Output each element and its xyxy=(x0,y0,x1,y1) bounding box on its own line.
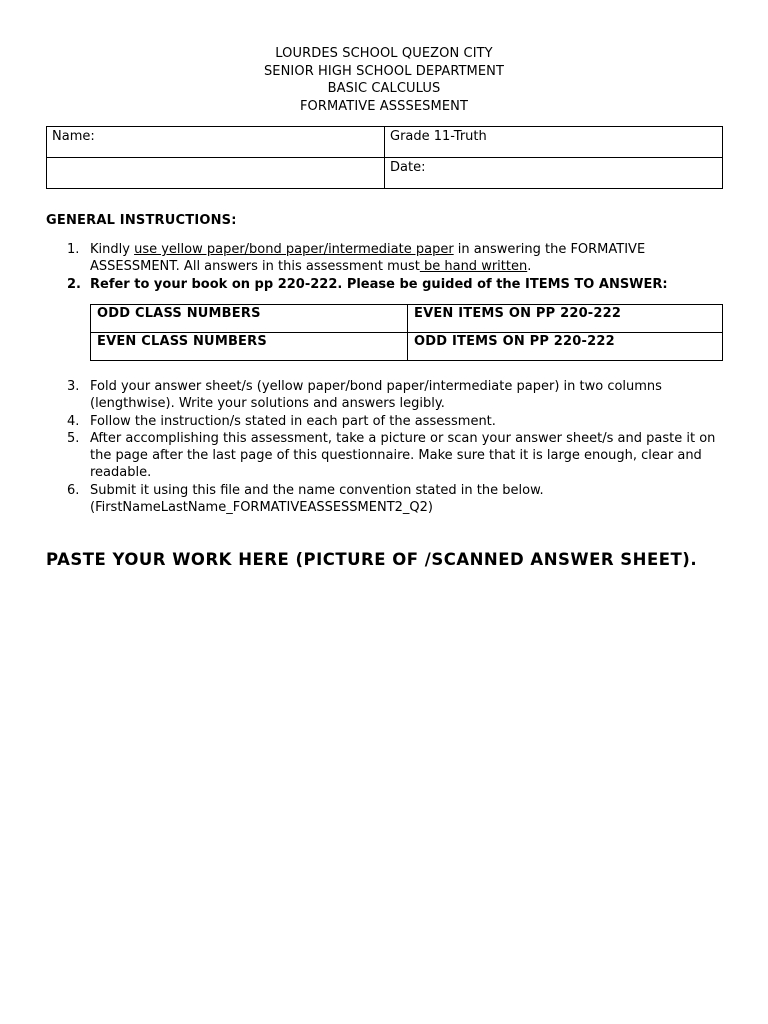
item-text: Follow the instruction/s stated in each part of the assessment. xyxy=(90,413,496,429)
instruction-item xyxy=(0,276,768,293)
class-row xyxy=(91,333,723,361)
class-items-cell: EVEN ITEMS ON PP 220-222 xyxy=(408,305,723,333)
item-text: Kindly xyxy=(90,242,135,257)
class-group-cell: ODD CLASS NUMBERS xyxy=(91,305,408,333)
paste-work-heading: PASTE YOUR WORK HERE (PICTURE OF /SCANNED ANSWER SHEET). xyxy=(46,550,698,569)
item-text: in answering the FORMATIVE ASSESSMENT. All answers in this assessment must xyxy=(90,242,646,275)
instruction-list-part2 xyxy=(0,378,768,516)
item-number: 3. xyxy=(67,379,80,394)
instructions-heading: GENERAL INSTRUCTIONS: xyxy=(46,213,237,228)
blank-cell[interactable] xyxy=(47,158,385,189)
class-items-cell: ODD ITEMS ON PP 220-222 xyxy=(408,333,723,361)
item-text: Fold your answer sheet/s (yellow paper/bond paper/intermediate paper) in two columns (lengthwise). Write your solutions and answers legibly. xyxy=(90,379,662,412)
name-cell[interactable]: Name: xyxy=(47,127,385,158)
underlined-text: use yellow paper/bond paper/intermediate paper xyxy=(134,242,454,257)
item-number: 4. xyxy=(67,413,80,429)
item-number: 2. xyxy=(67,276,81,292)
instruction-item xyxy=(0,413,768,430)
subject-name: BASIC CALCULUS xyxy=(327,81,441,96)
item-text: Refer to your book on pp 220-222. Please be guided of the ITEMS TO ANSWER: xyxy=(90,276,668,292)
item-number: 1. xyxy=(67,242,80,257)
grade-cell: Grade 11-Truth xyxy=(385,127,723,158)
instruction-item xyxy=(0,482,768,517)
instruction-item xyxy=(0,430,768,482)
underlined-text: be hand written xyxy=(419,259,528,275)
item-number: 5. xyxy=(67,430,80,446)
date-cell[interactable]: Date: xyxy=(385,158,723,189)
school-name: LOURDES SCHOOL QUEZON CITY xyxy=(275,46,493,61)
item-text: . xyxy=(527,259,532,275)
item-number: 6. xyxy=(67,482,80,498)
info-row xyxy=(47,158,723,189)
student-info-table xyxy=(46,126,723,189)
assessment-title: FORMATIVE ASSSESMENT xyxy=(299,98,469,114)
info-row xyxy=(47,127,723,158)
instruction-item xyxy=(0,378,768,413)
class-row xyxy=(91,305,723,333)
class-group-cell: EVEN CLASS NUMBERS xyxy=(91,333,408,361)
instruction-list-part1 xyxy=(0,241,768,293)
class-items-table xyxy=(90,304,723,361)
department-name: SENIOR HIGH SCHOOL DEPARTMENT xyxy=(263,63,505,79)
item-text: After accomplishing this assessment, take a picture or scan your answer sheet/s and paste it on the page after the last page of this questionnaire. Make sure that it is large enough, clear and readable. xyxy=(90,430,716,481)
instruction-item xyxy=(0,241,768,276)
document-header xyxy=(0,45,768,115)
item-text: Submit it using this file and the name convention stated in the below. xyxy=(90,482,544,498)
file-name-convention: (FirstNameLastName_FORMATIVEASSESSMENT2_Q2) xyxy=(90,500,433,516)
